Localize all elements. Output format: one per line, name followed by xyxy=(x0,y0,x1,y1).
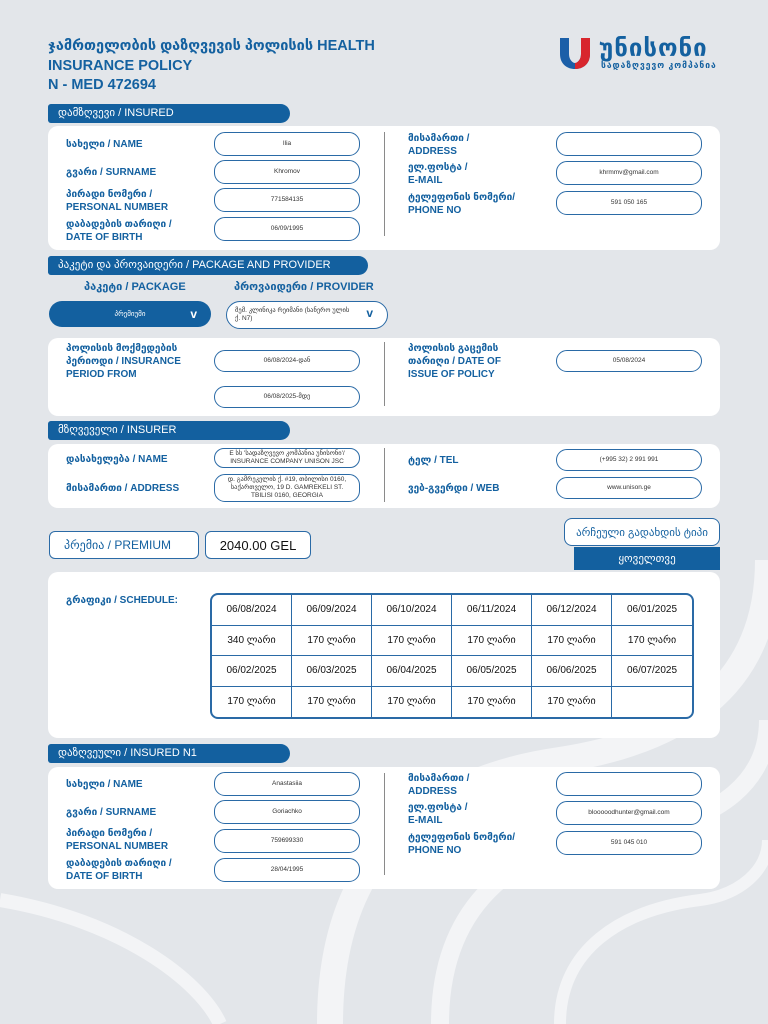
schedule-cell: 06/08/2024 xyxy=(212,595,292,626)
n1-personal-number-label-line-2: PERSONAL NUMBER xyxy=(66,841,169,852)
n1-dob-label-line-2: DATE OF BIRTH xyxy=(66,871,143,882)
section-header-insured: დამზღვევი / INSURED xyxy=(48,104,290,123)
insurer-address-field[interactable] xyxy=(214,474,360,502)
n1-email-label xyxy=(408,801,468,827)
period-label-line-1: პოლისის მოქმედების xyxy=(66,343,178,354)
schedule-cell: 06/03/2025 xyxy=(292,656,372,687)
schedule-cell: 340 ლარი xyxy=(212,626,292,657)
email-label xyxy=(408,161,468,187)
personal-number-field[interactable]: 771584135 xyxy=(214,188,360,212)
issue-label-line-3: ISSUE OF POLICY xyxy=(408,369,495,380)
insurer-address-label: მისამართი / ADDRESS xyxy=(66,483,180,494)
schedule-cell: 170 ლარი xyxy=(532,687,612,718)
column-divider xyxy=(384,773,385,875)
schedule-cell: 06/12/2024 xyxy=(532,595,612,626)
n1-email-label-line-2: E-MAIL xyxy=(408,815,443,826)
n1-phone-label-line-1: ტელეფონის ნომერი/ xyxy=(408,832,515,843)
n1-phone-label xyxy=(408,831,515,857)
personal-number-label xyxy=(66,188,168,214)
n1-dob-label xyxy=(66,857,172,883)
page-title xyxy=(48,37,468,96)
n1-name-field[interactable]: Anastasiia xyxy=(214,772,360,796)
schedule-row xyxy=(212,687,692,718)
insurer-address-line-2: საქართველო, 19 D. GAMREKELI ST. xyxy=(230,484,344,491)
period-label-line-3: PERIOD FROM xyxy=(66,369,137,380)
schedule-cell xyxy=(612,687,692,718)
insured-n1-card xyxy=(48,767,720,889)
surname-field[interactable]: Khromov xyxy=(214,160,360,184)
n1-phone-label-line-2: PHONE NO xyxy=(408,845,462,856)
package-dropdown-value: პრემიუმი xyxy=(114,311,146,318)
issue-date-field[interactable]: 05/08/2024 xyxy=(556,350,702,372)
column-divider xyxy=(384,132,385,236)
insured-card xyxy=(48,126,720,250)
schedule-cell: 06/11/2024 xyxy=(452,595,532,626)
section-header-insured-n1: დაზღვეული / INSURED N1 xyxy=(48,744,290,763)
schedule-cell: 06/01/2025 xyxy=(612,595,692,626)
policy-period-card xyxy=(48,338,720,416)
period-to-field[interactable]: 06/08/2025-მდე xyxy=(214,386,360,408)
email-label-line-2: E-MAIL xyxy=(408,175,443,186)
phone-label xyxy=(408,191,515,217)
schedule-row xyxy=(212,656,692,687)
tel-label: ტელ / TEL xyxy=(408,455,459,466)
email-field[interactable]: khrmmv@gmail.com xyxy=(556,161,702,185)
premium-label-box: პრემია / PREMIUM xyxy=(49,531,199,559)
insurer-address-line-3: TBILISI 0160, GEORGIA xyxy=(251,492,323,499)
schedule-table xyxy=(210,593,694,719)
dob-label xyxy=(66,218,172,244)
provider-dropdown-value xyxy=(235,307,349,323)
schedule-cell: 06/05/2025 xyxy=(452,656,532,687)
column-divider xyxy=(384,342,385,406)
schedule-card xyxy=(48,572,720,738)
insurer-name-line-2: INSURANCE COMPANY UNISON JSC xyxy=(230,458,344,465)
phone-label-line-1: ტელეფონის ნომერი/ xyxy=(408,192,515,203)
section-header-insurer: მზღვეველი / INSURER xyxy=(48,421,290,440)
name-field[interactable]: Ilia xyxy=(214,132,360,156)
insurer-name-label: დასახელება / NAME xyxy=(66,454,168,465)
package-label: პაკეტი / PACKAGE xyxy=(84,281,186,293)
address-label-line-2: ADDRESS xyxy=(408,146,457,157)
insurer-name-field[interactable] xyxy=(214,448,360,468)
column-divider xyxy=(384,448,385,502)
period-label xyxy=(66,342,181,381)
period-from-field[interactable]: 06/08/2024-დან xyxy=(214,350,360,372)
web-label: ვებ-გვერდი / WEB xyxy=(408,483,500,494)
schedule-cell: 170 ლარი xyxy=(292,687,372,718)
unison-logo-icon xyxy=(557,34,593,70)
tel-field[interactable]: (+995 32) 2 991 991 xyxy=(556,449,702,471)
n1-name-label: სახელი / NAME xyxy=(66,779,143,790)
n1-surname-label: გვარი / SURNAME xyxy=(66,807,157,818)
section-header-package: პაკეტი და პროვაიდერი / PACKAGE AND PROVIDER xyxy=(48,256,368,275)
n1-address-label-line-1: მისამართი / xyxy=(408,773,470,784)
address-label-line-1: მისამართი / xyxy=(408,133,470,144)
n1-personal-number-label-line-1: პირადი ნომერი / xyxy=(66,828,153,839)
n1-dob-field[interactable]: 28/04/1995 xyxy=(214,858,360,882)
policy-number: N - MED 472694 xyxy=(48,77,156,93)
payment-type-button[interactable]: არჩეული გადახდის ტიპი xyxy=(564,518,720,546)
web-field[interactable]: www.unison.ge xyxy=(556,477,702,499)
schedule-cell: 06/09/2024 xyxy=(292,595,372,626)
schedule-cell: 06/04/2025 xyxy=(372,656,452,687)
dob-label-line-1: დაბადების თარიღი / xyxy=(66,219,172,230)
title-line-1: ჯამრთელობის დაზღვევის პოლისის HEALTH xyxy=(48,38,375,54)
chevron-down-icon: v xyxy=(366,306,373,320)
provider-label: პროვაიდერი / PROVIDER xyxy=(234,281,374,293)
insurer-name-line-1: E სს 'სადაზღვევო კომპანია უნისონი'/ xyxy=(229,450,345,457)
schedule-cell: 170 ლარი xyxy=(292,626,372,657)
n1-address-field[interactable] xyxy=(556,772,702,796)
premium-amount: 2040.00 GEL xyxy=(205,531,311,559)
issue-date-label xyxy=(408,342,501,381)
schedule-cell: 170 ლარი xyxy=(372,687,452,718)
n1-email-field[interactable]: blooooodhunter@gmail.com xyxy=(556,801,702,825)
issue-label-line-2: თარიღი / DATE OF xyxy=(408,356,501,367)
period-label-line-2: პერიოდი / INSURANCE xyxy=(66,356,181,367)
dob-field[interactable]: 06/09/1995 xyxy=(214,217,360,241)
schedule-cell: 06/10/2024 xyxy=(372,595,452,626)
n1-personal-number-field[interactable]: 759699330 xyxy=(214,829,360,853)
title-line-2: INSURANCE POLICY xyxy=(48,57,193,74)
schedule-cell: 170 ლარი xyxy=(372,626,452,657)
surname-label: გვარი / SURNAME xyxy=(66,167,157,178)
schedule-cell: 170 ლარი xyxy=(612,626,692,657)
dob-label-line-2: DATE OF BIRTH xyxy=(66,232,143,243)
phone-label-line-2: PHONE NO xyxy=(408,205,462,216)
email-label-line-1: ელ.ფოსტა / xyxy=(408,162,468,173)
personal-number-label-line-2: PERSONAL NUMBER xyxy=(66,202,169,213)
address-label xyxy=(408,132,469,158)
package-dropdown[interactable] xyxy=(49,301,211,327)
schedule-label: გრაფიკი / SCHEDULE: xyxy=(66,595,179,606)
phone-field[interactable]: 591 050 165 xyxy=(556,191,702,215)
provider-value-line-1: მემ. კლინიკა რეიმანი (სანერო ულის xyxy=(235,307,350,314)
payment-type-monthly-option[interactable]: ყოველთვე xyxy=(574,547,720,570)
n1-phone-field[interactable]: 591 045 010 xyxy=(556,831,702,855)
provider-dropdown[interactable] xyxy=(226,301,388,329)
n1-address-label xyxy=(408,772,469,798)
logo-subtitle: სადაზღვევო კომპანია xyxy=(601,60,717,70)
schedule-cell: 170 ლარი xyxy=(452,626,532,657)
schedule-row xyxy=(212,626,692,657)
schedule-cell: 06/07/2025 xyxy=(612,656,692,687)
schedule-cell: 06/06/2025 xyxy=(532,656,612,687)
n1-personal-number-label xyxy=(66,827,168,853)
issue-label-line-1: პოლისის გაცემის xyxy=(408,343,499,354)
schedule-cell: 170 ლარი xyxy=(212,687,292,718)
address-field[interactable] xyxy=(556,132,702,156)
n1-surname-field[interactable]: Goriachko xyxy=(214,800,360,824)
schedule-cell: 170 ლარი xyxy=(532,626,612,657)
insurer-address-line-1: დ. გამრეკელის ქ. #19, თბილისი 0160, xyxy=(227,476,347,483)
company-logo xyxy=(557,34,727,74)
logo-wordmark: უნისონი xyxy=(599,35,708,62)
chevron-down-icon: v xyxy=(190,307,197,321)
n1-dob-label-line-1: დაბადების თარიღი / xyxy=(66,858,172,869)
n1-address-label-line-2: ADDRESS xyxy=(408,786,457,797)
schedule-row xyxy=(212,595,692,626)
personal-number-label-line-1: პირადი ნომერი / xyxy=(66,189,153,200)
provider-value-line-2: ქ. N7) xyxy=(235,315,253,322)
name-label: სახელი / NAME xyxy=(66,139,143,150)
schedule-cell: 170 ლარი xyxy=(452,687,532,718)
n1-email-label-line-1: ელ.ფოსტა / xyxy=(408,802,468,813)
insurer-card xyxy=(48,444,720,508)
schedule-cell: 06/02/2025 xyxy=(212,656,292,687)
